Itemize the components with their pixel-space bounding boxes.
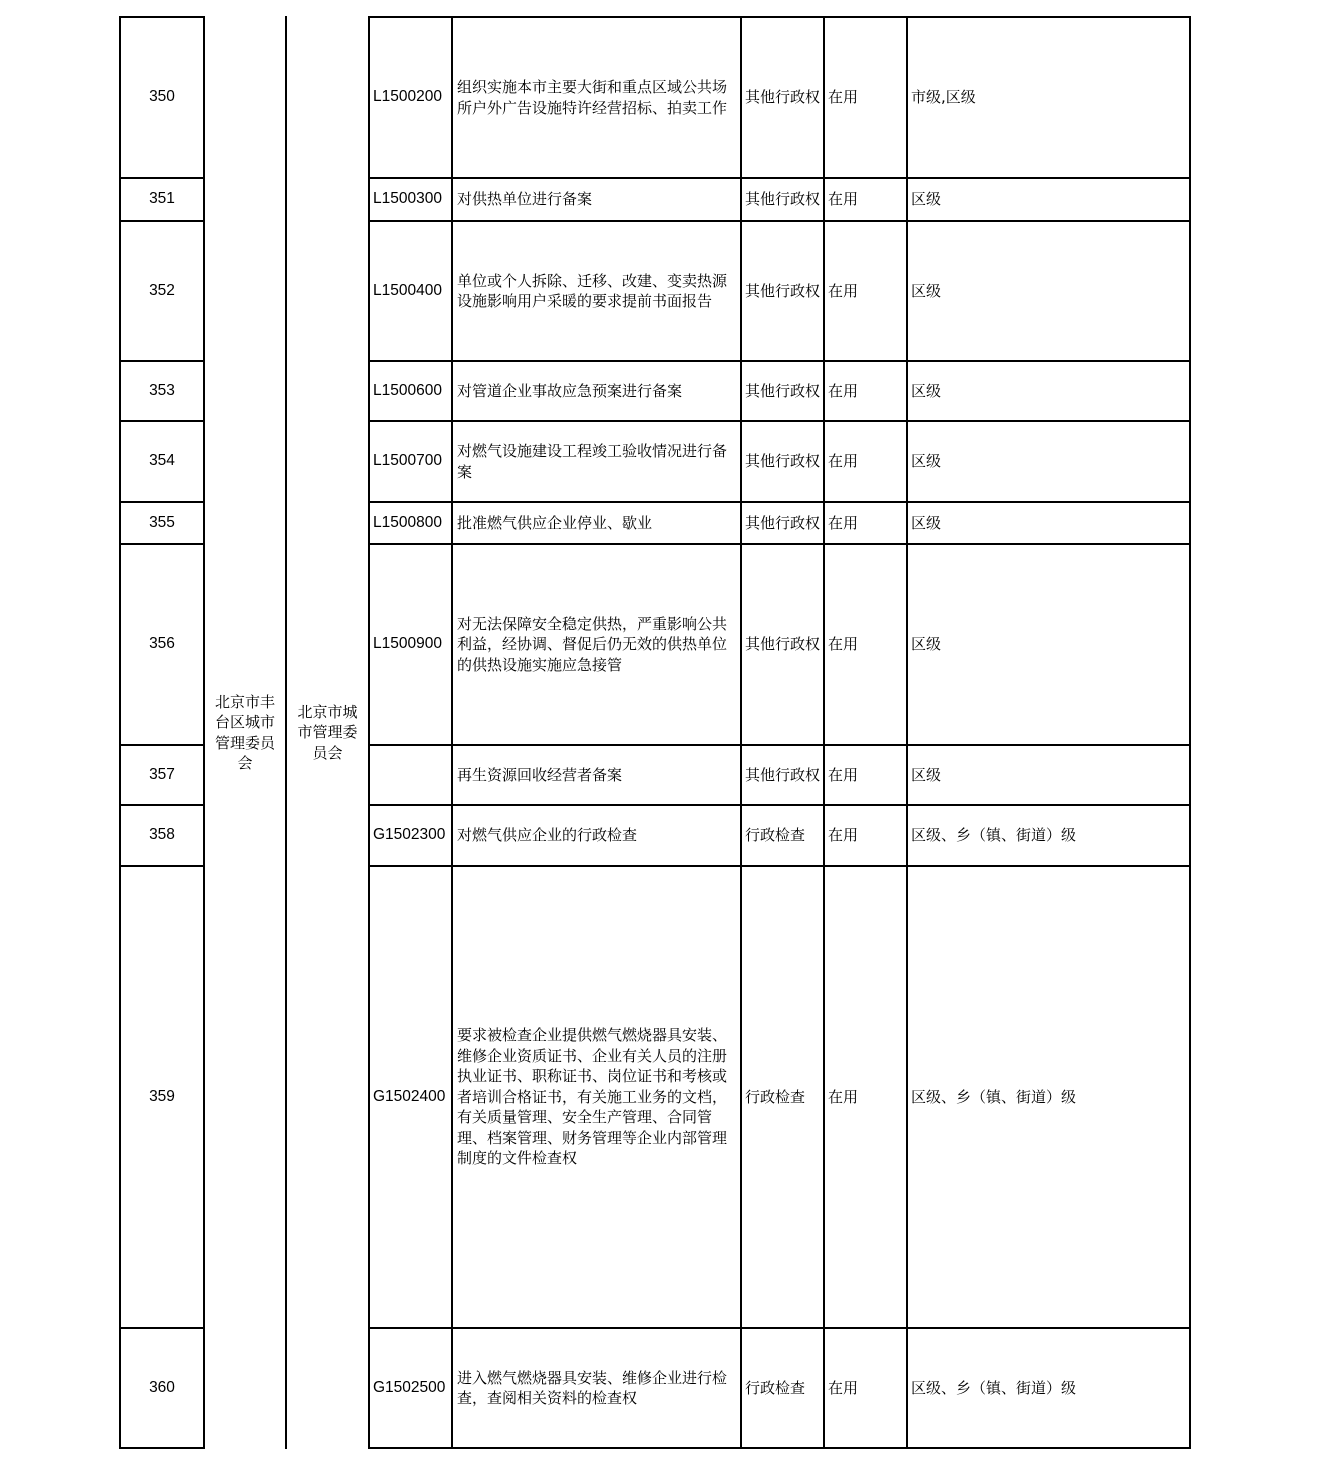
cell-text: 区级 [911,765,942,784]
cell-text: 在用 [828,765,859,784]
cell-text: 其他行政权 [745,381,821,400]
cell-text: 352 [149,281,175,299]
row-level [908,362,1189,420]
row-code [370,362,451,420]
cell-text: 351 [149,190,175,208]
row-code [370,422,451,501]
row-status [825,545,906,744]
row-status [825,222,906,360]
cell-text: 对燃气设施建设工程竣工验收情况进行备案 [457,442,728,481]
cell-text: 350 [149,88,175,106]
cell-text: 区级 [911,513,942,532]
row-level [908,1329,1189,1447]
row-status [825,746,906,804]
row-number [121,545,203,744]
cell-text: 354 [149,452,175,470]
cell-text: 行政检查 [745,1087,806,1106]
row-level [908,545,1189,744]
cell-text: 358 [149,826,175,844]
row-number [121,422,203,501]
row-status [825,362,906,420]
cell-text: 对无法保障安全稳定供热，严重影响公共利益，经协调、督促后仍无效的供热单位的供热设施实施应急接管 [457,614,728,674]
district-org-cell [205,18,285,1447]
cell-text: 行政检查 [745,1378,806,1397]
cell-text: 其他行政权 [745,88,821,107]
row-item-name [453,503,740,543]
row-power-type [742,222,830,360]
row-level [908,422,1189,501]
row-code [370,1329,451,1447]
cell-text: 在用 [828,1378,859,1397]
cell-text: 356 [149,635,175,653]
row-power-type [742,179,830,220]
cell-text: L1500300 [373,190,442,208]
cell-text: 区级 [911,190,942,209]
cell-text: 再生资源回收经营者备案 [457,765,623,784]
row-level [908,503,1189,543]
row-status [825,867,906,1327]
cell-text: L1500800 [373,513,442,531]
row-power-type [742,422,830,501]
row-item-name [453,545,740,744]
cell-text: 对供热单位进行备案 [457,190,593,209]
cell-text: 行政检查 [745,826,806,845]
cell-text: 要求被检查企业提供燃气燃烧器具安装、维修企业资质证书、企业有关人员的注册执业证书、职称证书、岗位证书和考核或者培训合格证书，有关施工业务的文档，有关质量管理、安全生产管理、合同管理、档案管理、财务管理等企业内部管理制度的文件检查权 [457,1026,728,1168]
cell-text: 在用 [828,826,859,845]
row-code [370,18,451,177]
cell-text: G1502500 [373,1378,446,1396]
cell-text: 在用 [828,635,859,654]
row-number [121,222,203,360]
cell-text: 在用 [828,381,859,400]
row-status [825,503,906,543]
row-level [908,746,1189,804]
row-code [370,806,451,865]
row-number [121,362,203,420]
cell-text: G1502300 [373,826,446,844]
cell-text: 区级、乡（镇、街道）级 [911,1378,1077,1397]
row-number [121,867,203,1327]
cell-text: L1500900 [373,635,442,653]
cell-text: 在用 [828,1087,859,1106]
cell-text: 357 [149,765,175,783]
cell-text: 其他行政权 [745,635,821,654]
cell-text: 单位或个人拆除、迁移、改建、变卖热源设施影响用户采暖的要求提前书面报告 [457,271,728,310]
row-code [370,179,451,220]
cell-text: 进入燃气燃烧器具安装、维修企业进行检查，查阅相关资料的检查权 [457,1368,728,1407]
cell-text: 其他行政权 [745,765,821,784]
row-status [825,179,906,220]
cell-text: 其他行政权 [745,452,821,471]
row-code [370,222,451,360]
cell-text: 批准燃气供应企业停业、歇业 [457,513,653,532]
row-code [370,503,451,543]
row-number [121,503,203,543]
cell-text: 359 [149,1087,175,1105]
cell-text: 355 [149,513,175,531]
row-code [370,545,451,744]
row-item-name [453,806,740,865]
row-number [121,806,203,865]
row-power-type [742,806,823,865]
row-item-name [453,18,740,177]
cell-text: 区级 [911,381,942,400]
cell-text: 对燃气供应企业的行政检查 [457,826,638,845]
row-number [121,746,203,804]
row-status [825,18,906,177]
row-level [908,806,1189,865]
row-item-name [453,179,740,220]
row-power-type [742,18,830,177]
row-power-type [742,1329,823,1447]
row-level [908,179,1189,220]
row-number [121,18,203,177]
row-item-name [453,422,740,501]
cell-text: 区级、乡（镇、街道）级 [911,826,1077,845]
cell-text: L1500600 [373,381,442,399]
cell-text: 其他行政权 [745,513,821,532]
cell-text: 在用 [828,281,859,300]
cell-text: 360 [149,1378,175,1396]
cell-text: 其他行政权 [745,190,821,209]
row-status [825,806,906,865]
row-power-type [742,867,823,1327]
row-power-type [742,545,830,744]
cell-text: G1502400 [373,1087,446,1105]
row-item-name [453,746,740,804]
row-level [908,867,1189,1327]
row-item-name [453,1329,740,1447]
row-power-type [742,362,830,420]
cell-text: 区级、乡（镇、街道）级 [911,1087,1077,1106]
cell-text: 市级,区级 [911,88,976,107]
row-power-type [742,503,830,543]
cell-text: 区级 [911,635,942,654]
cell-text: 353 [149,381,175,399]
cell-text: L1500400 [373,281,442,299]
row-code [370,746,451,804]
row-number [121,1329,203,1447]
row-item-name [453,362,740,420]
cell-text: L1500200 [373,88,442,106]
cell-text: 组织实施本市主要大街和重点区域公共场所户外广告设施特许经营招标、拍卖工作 [457,78,728,117]
row-level [908,18,1189,177]
row-item-name [453,222,740,360]
row-status [825,422,906,501]
cell-text: 区级 [911,281,942,300]
row-code [370,867,451,1327]
row-number [121,179,203,220]
cell-text: 其他行政权 [745,281,821,300]
cell-text: 在用 [828,513,859,532]
row-status [825,1329,906,1447]
cell-text: 在用 [828,452,859,471]
cell-text: 区级 [911,452,942,471]
cell-text: 在用 [828,190,859,209]
row-power-type [742,746,830,804]
cell-text: 在用 [828,88,859,107]
row-item-name [453,867,740,1327]
row-level [908,222,1189,360]
city-org-cell [289,18,366,1447]
district-org-text: 北京市丰台区城市管理委员会 [214,692,275,772]
city-org-text: 北京市城市管理委员会 [297,702,358,762]
cell-text: L1500700 [373,452,442,470]
cell-text: 对管道企业事故应急预案进行备案 [457,381,683,400]
